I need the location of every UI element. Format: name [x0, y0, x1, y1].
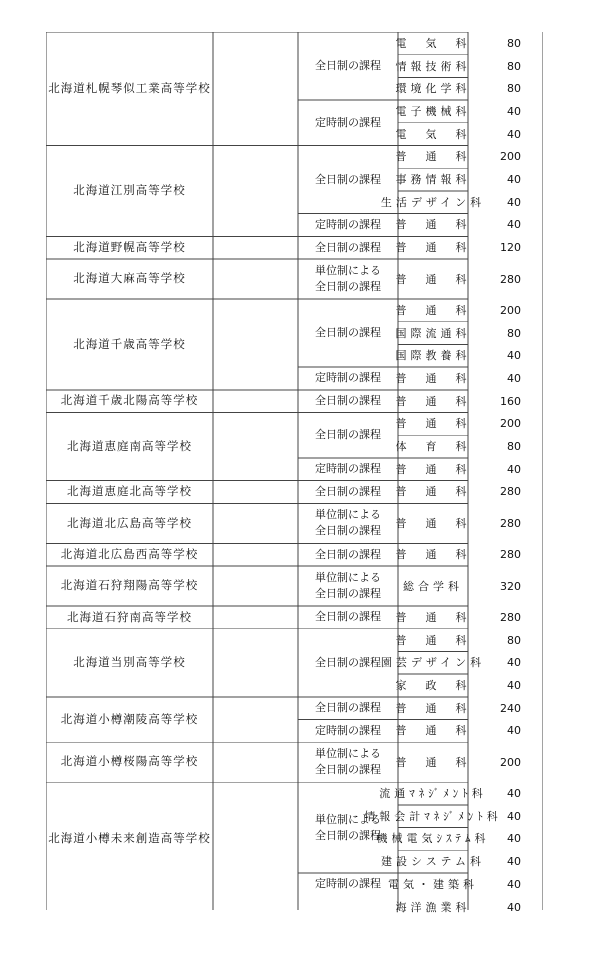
- capacity-value: 320: [500, 579, 521, 593]
- course-type: [298, 697, 398, 720]
- course-type: [298, 413, 398, 458]
- school-name: 北海道北広島西高等学校: [60, 546, 199, 561]
- course-type-line: 全日制の課程: [315, 240, 381, 254]
- course-type-line: 全日制の課程: [315, 524, 381, 538]
- capacity-value: 40: [507, 809, 521, 823]
- capacity-value: 80: [507, 633, 521, 647]
- department-name: 国際教養科: [395, 349, 471, 363]
- capacity-value: 200: [500, 150, 521, 164]
- department-name: 園芸デザイン科: [380, 656, 486, 670]
- department-name: 普 通 科: [395, 485, 471, 499]
- course-type: [298, 390, 398, 413]
- enrollment-table: [46, 32, 543, 914]
- course-type-line: 全日制の課程: [315, 610, 381, 624]
- school-name: 北海道江別高等学校: [73, 183, 186, 198]
- school-name: 北海道小樽潮陵高等学校: [60, 711, 199, 726]
- school-name: 北海道石狩南高等学校: [67, 609, 192, 624]
- course-type: [298, 742, 398, 782]
- course-type-line: 単位制による: [315, 508, 381, 522]
- capacity-value: 40: [507, 832, 521, 846]
- school-name: 北海道恵庭南高等学校: [67, 438, 192, 453]
- capacity-value: 40: [507, 371, 521, 385]
- department-name: 環境化学科: [395, 82, 471, 96]
- department-name: 電 気 科: [395, 127, 471, 141]
- course-type-line: 全日制の課程: [315, 763, 381, 777]
- school-name: 北海道大麻高等学校: [73, 271, 186, 286]
- course-type: [298, 32, 398, 100]
- course-type: [298, 146, 398, 214]
- capacity-value: 40: [507, 656, 521, 670]
- school-name: 北海道当別高等学校: [73, 654, 186, 669]
- school-name: 北海道千歳高等学校: [73, 336, 186, 351]
- capacity-value: 40: [507, 724, 521, 738]
- capacity-value: 40: [507, 127, 521, 141]
- school-name: [46, 896, 213, 919]
- capacity-value: 80: [507, 82, 521, 96]
- course-type-line: 全日制の課程: [315, 547, 381, 561]
- course-type: [298, 481, 398, 504]
- course-type-line: 全日制の課程: [315, 280, 381, 293]
- school-name: 北海道野幌高等学校: [73, 239, 186, 254]
- course-type-line: 定時制の課程: [315, 877, 381, 891]
- school-name: 北海道小樽未来創造高等学校: [48, 831, 211, 846]
- department-name: 普 通 科: [395, 633, 471, 647]
- course-type-line: 全日制の課程: [315, 587, 381, 600]
- department-name: 事務情報科: [395, 173, 471, 187]
- department-name: 総合学科: [403, 579, 463, 593]
- department-name: 家 政 科: [395, 678, 471, 692]
- department-name: 普 通 科: [395, 417, 471, 431]
- course-type-line: 全日制の課程: [315, 326, 381, 340]
- department-name: 普 通 科: [395, 610, 471, 624]
- department-name: 普 通 科: [395, 272, 471, 286]
- course-type-line: 全日制の課程: [315, 484, 381, 498]
- capacity-value: 280: [500, 610, 521, 624]
- school-name: 北海道石狩翔陽高等学校: [60, 578, 199, 593]
- capacity-value: 40: [507, 104, 521, 118]
- department-name: 流通ﾏﾈｼﾞﾒﾝﾄ科: [379, 787, 487, 801]
- course-type-line: 定時制の課程: [315, 115, 381, 129]
- course-type: [298, 367, 398, 390]
- course-type: [298, 299, 398, 367]
- course-type-line: 全日制の課程: [315, 828, 381, 842]
- department-name: 普 通 科: [395, 241, 471, 255]
- course-type-line: 全日制の課程: [315, 428, 381, 442]
- capacity-value: 160: [500, 394, 521, 408]
- department-name: 普 通 科: [395, 724, 471, 738]
- school-name: 北海道千歳北陽高等学校: [60, 393, 199, 408]
- course-type-line: 定時制の課程: [315, 462, 381, 476]
- capacity-value: 80: [507, 326, 521, 340]
- course-type-line: 定時制の課程: [315, 217, 381, 231]
- course-type-line: 全日制の課程: [315, 394, 381, 408]
- capacity-value: 200: [500, 303, 521, 317]
- capacity-value: 200: [500, 755, 521, 769]
- department-name: 普 通 科: [395, 218, 471, 232]
- department-name: 生活デザイン科: [380, 195, 486, 209]
- course-type: [298, 720, 398, 743]
- capacity-value: 40: [507, 195, 521, 209]
- course-type-line: 全日制の課程: [315, 172, 381, 186]
- capacity-value: 120: [500, 241, 521, 255]
- course-type-line: 全日制の課程: [315, 655, 381, 669]
- capacity-value: 40: [507, 900, 521, 914]
- department-name: 普 通 科: [395, 548, 471, 562]
- capacity-value: 80: [507, 59, 521, 73]
- course-type: [298, 873, 398, 896]
- capacity-value: 40: [507, 218, 521, 232]
- department-name: 海洋漁業科: [395, 900, 471, 914]
- department-name: 情報技術科: [395, 59, 471, 73]
- course-type: [298, 503, 398, 543]
- capacity-value: 80: [507, 440, 521, 454]
- course-type-line: 単位制による: [315, 264, 381, 278]
- capacity-value: 40: [507, 462, 521, 476]
- course-type: [298, 543, 398, 566]
- capacity-value: 280: [500, 272, 521, 286]
- course-type-line: 全日制の課程: [315, 59, 381, 73]
- capacity-value: 40: [507, 787, 521, 801]
- course-type: [298, 100, 398, 145]
- department-name: 電子機械科: [395, 104, 471, 118]
- department-name: 体 育 科: [395, 440, 471, 454]
- department-name: 普 通 科: [395, 394, 471, 408]
- capacity-value: 80: [507, 36, 521, 50]
- course-type-line: 定時制の課程: [315, 371, 381, 385]
- capacity-value: 200: [500, 417, 521, 431]
- course-type: [298, 629, 398, 697]
- department-name: 機械電気ｼｽﾃﾑ科: [376, 832, 490, 846]
- capacity-value: 240: [500, 701, 521, 715]
- course-type-line: 単位制による: [315, 747, 381, 761]
- school-name: 北海道恵庭北高等学校: [67, 484, 192, 499]
- department-name: 情報会計ﾏﾈｼﾞﾒﾝﾄ科: [364, 809, 502, 823]
- course-type-line: 単位制による: [315, 571, 381, 585]
- department-name: 普 通 科: [395, 516, 471, 530]
- school-name: 北海道北広島高等学校: [67, 515, 192, 530]
- course-type-line: 定時制の課程: [315, 723, 381, 737]
- department-name: 普 通 科: [395, 150, 471, 164]
- course-type: [298, 782, 398, 873]
- capacity-value: 40: [507, 173, 521, 187]
- department-name: 電気・建築科: [388, 877, 478, 891]
- department-name: 電 気 科: [395, 36, 471, 50]
- course-type: [298, 214, 398, 237]
- capacity-value: 280: [500, 485, 521, 499]
- course-type-line: 単位制による: [315, 812, 381, 826]
- department-name: 普 通 科: [395, 701, 471, 715]
- department-name: 普 通 科: [395, 755, 471, 769]
- course-type: [298, 458, 398, 481]
- course-type: [298, 259, 398, 299]
- course-type: [298, 606, 398, 629]
- school-name: 北海道小樽桜陽高等学校: [60, 754, 199, 769]
- course-type: [298, 236, 398, 259]
- department-name: 建設システム科: [381, 855, 485, 869]
- capacity-value: 40: [507, 349, 521, 363]
- capacity-value: 280: [500, 516, 521, 530]
- capacity-value: 280: [500, 548, 521, 562]
- course-type-line: 全日制の課程: [315, 701, 381, 715]
- capacity-value: 40: [507, 877, 521, 891]
- department-name: 普 通 科: [395, 303, 471, 317]
- capacity-value: 40: [507, 855, 521, 869]
- department-name: 普 通 科: [395, 462, 471, 476]
- capacity-value: 40: [507, 678, 521, 692]
- school-name: 北海道札幌琴似工業高等学校: [48, 81, 211, 95]
- course-type: [298, 566, 398, 606]
- course-type: [298, 896, 398, 919]
- department-name: 普 通 科: [395, 371, 471, 385]
- department-name: 国際流通科: [395, 326, 471, 340]
